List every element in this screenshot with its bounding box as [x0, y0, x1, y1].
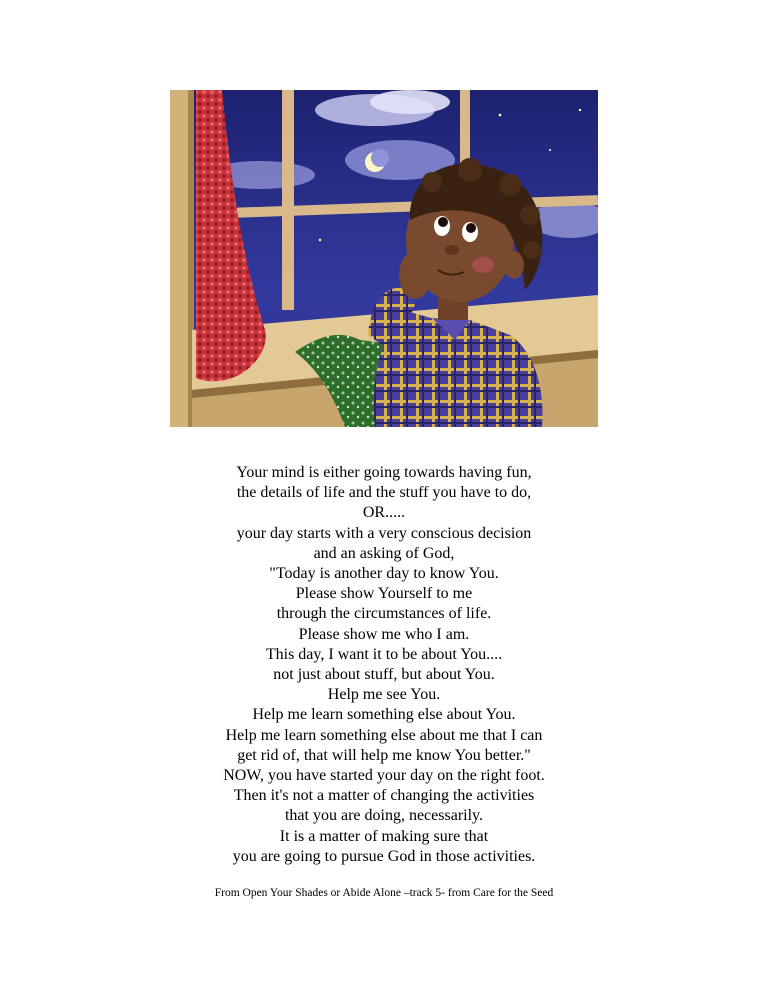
poem-line: OR..... [362, 504, 406, 522]
poem-line: Your mind is either going towards having fun, [236, 464, 532, 481]
poem-line: NOW, you have started your day on the right foot. [223, 767, 545, 785]
poem-line: your day starts with a very conscious decision [236, 524, 532, 542]
source-citation: From Open Your Shades or Abide Alone –track 5- from Care for the Seed [214, 887, 554, 899]
poem-line: that you are doing, necessarily. [284, 807, 483, 825]
poem-line: Please show me who I am. [298, 625, 470, 643]
poem [0, 463, 768, 867]
boy-at-window-illustration [170, 90, 598, 427]
poem-line: not just about stuff, but about You. [273, 666, 495, 684]
poem-line: It is a matter of making sure that [279, 827, 489, 845]
poem-line: Help me learn something else about You. [252, 706, 516, 724]
poem-line: Help me learn something else about me that I can [225, 726, 543, 744]
poem-line: Then it's not a matter of changing the activities [233, 787, 535, 805]
poem-line: and an asking of God, [313, 544, 455, 562]
poem-line: through the circumstances of life. [276, 605, 492, 623]
poem-line: get rid of, that will help me know You better." [237, 746, 531, 764]
poem-line: Help me see You. [327, 686, 441, 704]
poem-line: This day, I want it to be about You.... [265, 645, 503, 663]
poem-line: Please show Yourself to me [295, 585, 473, 603]
poem-line: you are going to pursue God in those activities. [232, 847, 536, 865]
poem-line: "Today is another day to know You. [269, 565, 499, 583]
poem-line: the details of life and the stuff you have to do, [236, 484, 532, 502]
